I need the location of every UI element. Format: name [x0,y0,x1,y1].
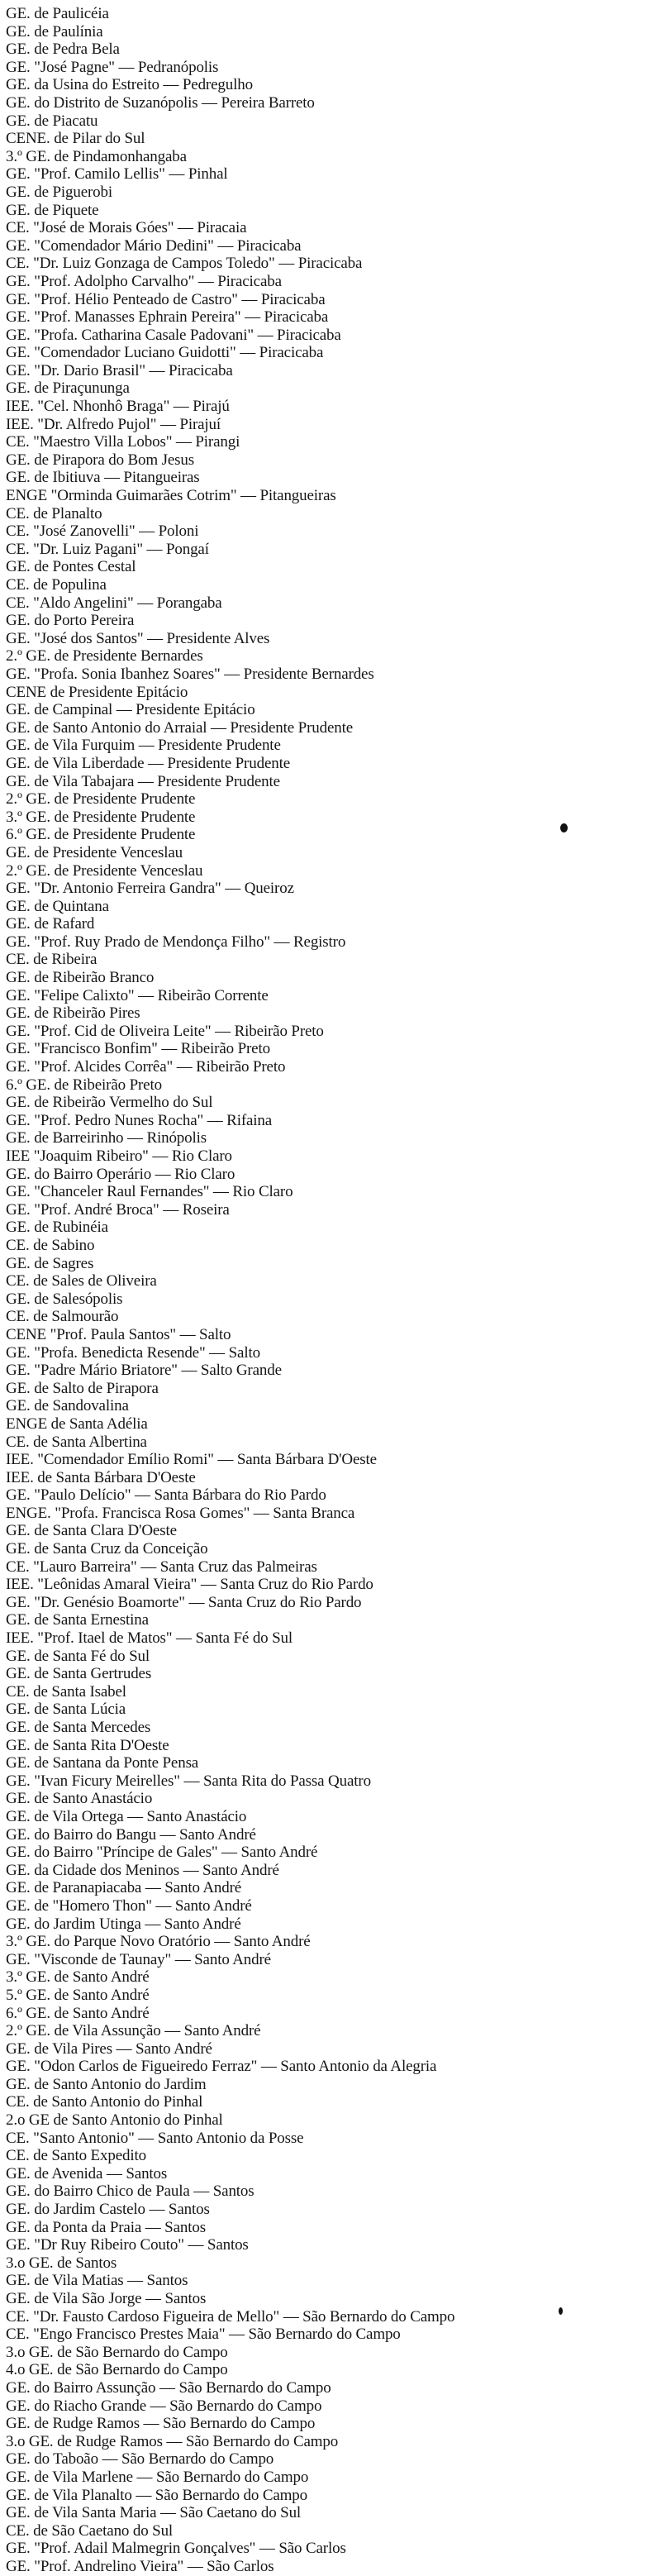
list-item: ENGE de Santa Adélia [6,1414,148,1433]
list-item: GE. "Dr. Dario Brasil" — Piracicaba [6,361,233,379]
list-item: GE. de Ribeirão Vermelho do Sul [6,1094,213,1112]
list-item: CE. de São Caetano do Sul [6,2521,174,2540]
list-item: GE. de Barreirinho — Rinópolis [6,1129,207,1147]
list-item: IEE. "Cel. Nhonhô Braga" — Pirajú [6,398,230,416]
list-item: GE. "Odon Carlos de Figueiredo Ferraz" — Santo Antonio da Alegria [6,2058,437,2076]
list-item: GE. "Prof. Manasses Ephrain Pereira" — Piracicaba [6,308,329,327]
list-item: 2.º GE. de Vila Assunção — Santo André [6,2022,261,2040]
list-item: GE. de Paranapiacaba — Santo André [6,1879,242,1897]
list-item: CE. de Santo Expedito [6,2147,146,2165]
list-item: IEE. "Leônidas Amaral Vieira" — Santa Cruz do Rio Pardo [6,1576,373,1594]
list-item: GE. de Campinal — Presidente Epitácio [6,701,255,719]
list-item: GE. de Rubinéia [6,1219,108,1237]
list-item: GE. de Santo Antonio do Jardim [6,2075,207,2093]
list-item: GE. "Prof. Camilo Lellis" — Pinhal [6,165,228,184]
list-item: CE. de Ribeira [6,951,98,969]
list-item: ENGE. "Profa. Francisca Rosa Gomes" — Santa Branca [6,1504,355,1522]
list-item: GE. "Comendador Mário Dedini" — Piracicaba [6,236,302,255]
list-item: GE. "Francisco Bonfim" — Ribeirão Preto [6,1040,270,1058]
list-item: 2.º GE. de Presidente Venceslau [6,861,203,880]
ink-speck [559,2307,563,2315]
list-item: GE. de Paulicéia [6,5,109,22]
list-item: CE. "Dr. Luiz Pagani" — Pongaí [6,540,209,558]
list-item: CE. de Populina [6,576,107,594]
list-item: GE. do Jardim Castelo — Santos [6,2201,210,2219]
list-item: 3.o GE. de Rudge Ramos — São Bernardo do Campo [6,2432,339,2450]
list-item: GE. de Pontes Cestal [6,558,136,576]
list-item: CE. "Engo Francisco Prestes Maia" — São Bernardo do Campo [6,2326,401,2344]
list-item: GE. de Santa Mercedes [6,1719,151,1736]
ink-speck [560,823,568,832]
list-item: GE. do Bairro Operário — Rio Claro [6,1165,235,1183]
list-item: GE. "Dr Ruy Ribeiro Couto" — Santos [6,2236,249,2254]
list-item: GE. de Vila Tabajara — Presidente Prudente [6,772,280,790]
list-item: GE. de Santa Rita D'Oeste [6,1736,169,1754]
list-item: GE. de Vila Planalto — São Bernardo do Campo [6,2486,307,2504]
list-item: GE. da Cidade dos Meninos — Santo André [6,1861,279,1879]
list-item: 6.º GE. de Presidente Prudente [6,826,196,844]
list-item: GE. do Bairro "Príncipe de Gales" — Santo André [6,1844,318,1862]
list-item: GE. de Vila Santa Maria — São Caetano do Sul [6,2504,302,2522]
list-item: GE. de "Homero Thon" — Santo André [6,1896,252,1915]
list-item: GE. "Prof. Hélio Penteado de Castro" — Piracicaba [6,290,326,308]
list-item: GE. de Ibitiuva — Pitangueiras [6,469,200,487]
list-item: CE. de Santa Albertina [6,1433,147,1451]
list-item: CE. "Aldo Angelini" — Porangaba [6,594,222,612]
list-item: GE. "Prof. André Broca" — Roseira [6,1200,230,1219]
list-item: GE. de Salesópolis [6,1290,123,1308]
list-item: GE. de Paulínia [6,22,103,41]
list-item: GE. "Visconde de Taunay" — Santo André [6,1950,271,1968]
list-item: GE. de Santa Lúcia [6,1701,126,1719]
list-item: CE. de Salmourão [6,1308,119,1326]
list-item: GE. "Chanceler Raul Fernandes" — Rio Claro [6,1183,293,1201]
list-item: 6.º GE. de Santo André [6,2004,150,2022]
list-item: GE. de Avenida — Santos [6,2164,168,2182]
list-item: GE. de Ribeirão Branco [6,969,155,987]
list-item: GE. de Santa Clara D'Oeste [6,1522,177,1540]
list-item: IEE. "Prof. Itael de Matos" — Santa Fé do Sul [6,1629,293,1648]
list-item: CE. "Maestro Villa Lobos" — Pirangi [6,433,240,451]
list-item: GE. da Ponta da Praia — Santos [6,2218,206,2236]
list-item: GE. de Sagres [6,1254,94,1272]
list-item: GE. do Bairro do Bangu — Santo André [6,1825,256,1844]
list-item: GE. "Profa. Catharina Casale Padovani" — Piracicaba [6,326,341,344]
list-item: 3.o GE. de Santos [6,2254,117,2272]
list-item: GE. do Bairro Assunção — São Bernardo do Campo [6,2378,331,2397]
list-item: GE. da Usina do Estreito — Pedregulho [6,76,253,94]
list-item: GE. "Prof. Ruy Prado de Mendonça Filho" — Registro [6,933,346,951]
list-item: GE. "José dos Santos" — Presidente Alves [6,629,270,647]
list-item: GE. "Felipe Calixto" — Ribeirão Corrente [6,986,269,1004]
list-item: GE. do Porto Pereira [6,612,135,630]
list-item: GE. "José Pagne" — Pedranópolis [6,58,219,76]
list-item: CE. de Sales de Oliveira [6,1272,157,1290]
list-item: GE. "Comendador Luciano Guidotti" — Piracicaba [6,344,324,362]
list-item: GE. de Piraçununga [6,379,130,398]
list-item: 3.o GE. de São Bernardo do Campo [6,2343,228,2361]
list-item: 3.º GE. de Presidente Prudente [6,808,196,826]
list-item: GE. "Prof. Alcides Corrêa" — Ribeirão Preto [6,1058,286,1076]
list-item: GE. "Dr. Genésio Boamorte" — Santa Cruz do Rio Pardo [6,1593,362,1611]
list-item: CENE. de Pilar do Sul [6,130,145,148]
list-item: 2.º GE. de Presidente Prudente [6,790,196,809]
list-item: GE. de Vila Matias — Santos [6,2272,188,2290]
list-item: GE. de Presidente Venceslau [6,843,183,861]
list-item: GE. "Ivan Ficury Meirelles" — Santa Rita do Passa Quatro [6,1772,371,1790]
list-item: GE. "Prof. Adolpho Carvalho" — Piracicaba [6,272,282,290]
list-item: GE. do Distrito de Suzanópolis — Pereira Barreto [6,93,315,112]
list-item: GE. de Vila Ortega — Santo Anastácio [6,1807,247,1825]
list-item: GE. "Dr. Antonio Ferreira Gandra" — Queiroz [6,880,294,898]
list-item: GE. de Santa Fé do Sul [6,1647,150,1665]
list-item: IEE. "Dr. Alfredo Pujol" — Pirajuí [6,415,221,433]
list-item: GE. de Quintana [6,897,109,915]
list-item: 2.o GE de Santo Antonio do Pinhal [6,2111,223,2130]
list-item: GE. de Piacatu [6,112,98,130]
list-item: CE. de Santo Antonio do Pinhal [6,2093,203,2111]
list-item: IEE. de Santa Bárbara D'Oeste [6,1468,196,1486]
list-item: GE. de Pirapora do Bom Jesus [6,451,194,469]
list-item: GE. do Bairro Chico de Paula — Santos [6,2182,255,2201]
list-item: GE. "Paulo Delício" — Santa Bárbara do Rio Pardo [6,1486,326,1505]
list-item: GE. "Prof. Andrelino Vieira" — São Carlos [6,2557,274,2575]
list-item: GE. de Santa Cruz da Conceição [6,1540,208,1558]
list-item: ENGE "Orminda Guimarães Cotrim" — Pitangueiras [6,487,336,505]
list-item: 2.º GE. de Presidente Bernardes [6,647,203,665]
list-item: GE. do Jardim Utinga — Santo André [6,1915,241,1933]
list-item: GE. de Santo Anastácio [6,1790,153,1808]
list-item: 3.º GE. do Parque Novo Oratório — Santo André [6,1933,311,1951]
list-item: IEE "Joaquim Ribeiro" — Rio Claro [6,1147,232,1165]
list-item: GE. "Prof. Cid de Oliveira Leite" — Ribeirão Preto [6,1022,324,1040]
list-item: CE. "Dr. Luiz Gonzaga de Campos Toledo" — Piracicaba [6,255,363,273]
list-item: 5.º GE. de Santo André [6,1986,150,2004]
list-item: CE. "Dr. Fausto Cardoso Figueira de Mello" — São Bernardo do Campo [6,2307,455,2326]
list-item: CE. "José Zanovelli" — Poloni [6,522,199,541]
list-item: GE. do Taboão — São Bernardo do Campo [6,2450,274,2469]
list-item: CE. "Lauro Barreira" — Santa Cruz das Palmeiras [6,1558,317,1576]
list-item: GE. de Rafard [6,915,95,933]
list-item: GE. "Padre Mário Briatore" — Salto Grande [6,1362,282,1380]
list-item: GE. de Piquete [6,201,99,219]
list-item: GE. de Vila Furquim — Presidente Prudente [6,737,281,755]
list-item: GE. de Rudge Ramos — São Bernardo do Campo [6,2415,316,2433]
list-item: GE. de Santo Antonio do Arraial — Presidente Prudente [6,718,354,737]
list-item: CENE de Presidente Epitácio [6,683,188,701]
list-item: CE. de Sabino [6,1236,95,1254]
list-item: GE. "Prof. Pedro Nunes Rocha" — Rifaina [6,1111,273,1129]
list-item: 3.º GE. de Santo André [6,1968,150,1987]
list-item: 6.º GE. de Ribeirão Preto [6,1076,162,1094]
list-item: GE. de Piguerobi [6,183,112,201]
list-item: GE. de Vila São Jorge — Santos [6,2290,207,2307]
list-item: GE. de Ribeirão Pires [6,1004,140,1023]
list-item: CE. de Santa Isabel [6,1682,126,1701]
list-item: GE. de Salto de Pirapora [6,1379,159,1397]
list-item: GE. "Profa. Benedicta Resende" — Salto [6,1343,260,1362]
list-item: CE. de Planalto [6,504,102,522]
list-item: 3.º GE. de Pindamonhangaba [6,147,187,165]
list-item: GE. de Pedra Bela [6,41,120,59]
list-item: GE. de Vila Pires — Santo André [6,2039,212,2058]
list-item: CE. "José de Morais Góes" — Piracaia [6,219,247,237]
list-item: GE. "Profa. Sonia Ibanhez Soares" — Presidente Bernardes [6,665,374,683]
list-item: CENE "Prof. Paula Santos" — Salto [6,1325,231,1343]
list-item: GE. de Santana da Ponte Pensa [6,1754,199,1772]
list-item: GE. de Santa Gertrudes [6,1665,152,1683]
list-item: GE. de Sandovalina [6,1397,129,1415]
list-item: GE. do Riacho Grande — São Bernardo do Campo [6,2397,322,2415]
list-item: GE. "Prof. Adail Malmegrin Gonçalves" — São Carlos [6,2540,346,2558]
list-item: IEE. "Comendador Emílio Romi" — Santa Bárbara D'Oeste [6,1451,377,1469]
list-item: 4.o GE. de São Bernardo do Campo [6,2361,228,2379]
list-item: GE. de Vila Liberdade — Presidente Prudente [6,754,290,772]
list-item: GE. de Vila Marlene — São Bernardo do Campo [6,2468,309,2486]
list-item: CE. "Santo Antonio" — Santo Antonio da Posse [6,2129,304,2147]
list-item: GE. de Santa Ernestina [6,1611,149,1629]
